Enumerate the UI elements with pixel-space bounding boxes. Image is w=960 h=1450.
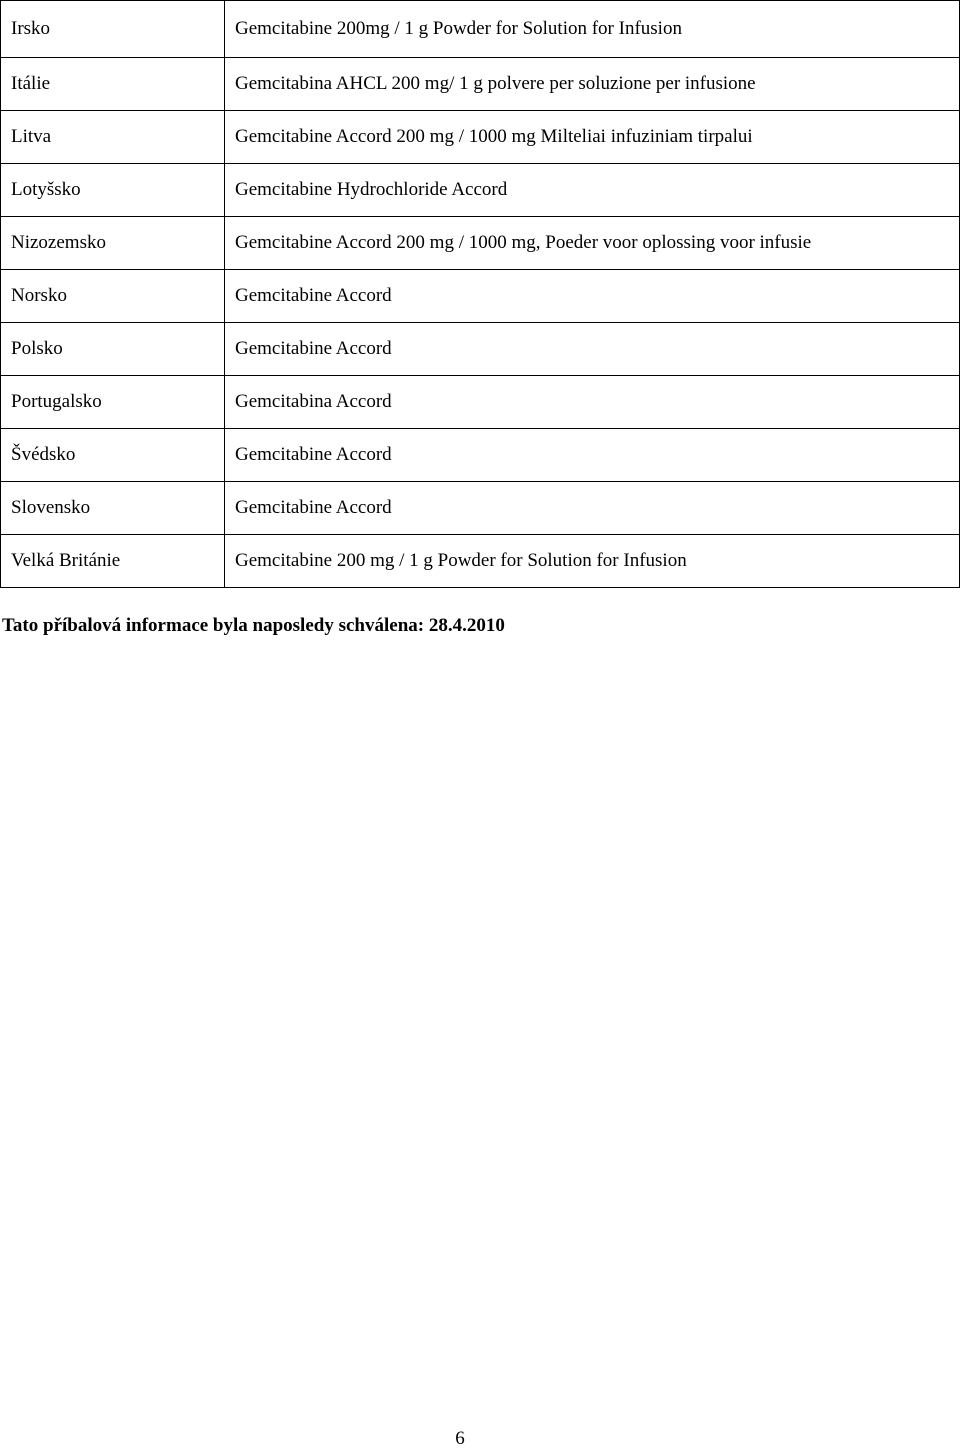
product-name-cell: Gemcitabine Accord 200 mg / 1000 mg, Poeder voor oplossing voor infusie: [225, 217, 960, 270]
product-name-cell: Gemcitabine Accord: [225, 429, 960, 482]
product-name-cell: Gemcitabina AHCL 200 mg/ 1 g polvere per soluzione per infusione: [225, 58, 960, 111]
table-row: [1, 429, 960, 482]
table-row: [1, 58, 960, 111]
country-cell: Polsko: [1, 323, 225, 376]
product-name-cell: Gemcitabina Accord: [225, 376, 960, 429]
table-row: [1, 376, 960, 429]
country-cell: Švédsko: [1, 429, 225, 482]
country-cell: Slovensko: [1, 482, 225, 535]
table-row: [1, 1, 960, 58]
table-row: [1, 217, 960, 270]
approval-date-note: Tato příbalová informace byla naposledy schválena: 28.4.2010: [2, 615, 505, 636]
country-cell: Lotyšsko: [1, 164, 225, 217]
country-cell: Nizozemsko: [1, 217, 225, 270]
product-name-cell: Gemcitabine Accord: [225, 482, 960, 535]
registration-table: [0, 0, 960, 588]
country-cell: Velká Británie: [1, 535, 225, 588]
country-cell: Itálie: [1, 58, 225, 111]
country-cell: Portugalsko: [1, 376, 225, 429]
product-name-cell: Gemcitabine 200 mg / 1 g Powder for Solution for Infusion: [225, 535, 960, 588]
country-cell: Irsko: [1, 1, 225, 58]
table-row: [1, 164, 960, 217]
table-row: [1, 270, 960, 323]
page-number: 6: [455, 1428, 465, 1449]
table-row: [1, 323, 960, 376]
country-cell: Litva: [1, 111, 225, 164]
product-name-cell: Gemcitabine Accord: [225, 323, 960, 376]
table-row: [1, 482, 960, 535]
product-name-cell: Gemcitabine Accord 200 mg / 1000 mg Milteliai infuziniam tirpalui: [225, 111, 960, 164]
product-name-cell: Gemcitabine Accord: [225, 270, 960, 323]
country-cell: Norsko: [1, 270, 225, 323]
product-name-cell: Gemcitabine 200mg / 1 g Powder for Solution for Infusion: [225, 1, 960, 58]
product-name-cell: Gemcitabine Hydrochloride Accord: [225, 164, 960, 217]
table-row: [1, 535, 960, 588]
table-row: [1, 111, 960, 164]
